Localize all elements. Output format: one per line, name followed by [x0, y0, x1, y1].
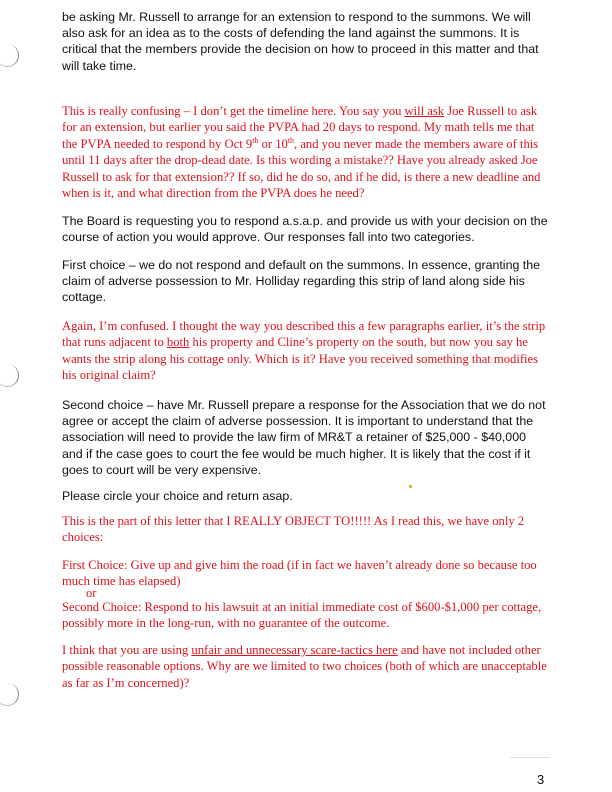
- annotation-objection: This is the part of this letter that I REALLY OBJECT TO!!!!! As I read this, we have only 2 choices:: [62, 514, 525, 545]
- punch-hole-mark: [0, 364, 19, 387]
- annotation-text: his property and Cline’s property on the south, but now you say he wants the strip along his cottage only. Which is it? Have you received something that modifies his original claim?: [62, 335, 539, 383]
- annotation-text: Joe Russell to ask for an extension, but earlier you said the PVPA had 20 days to respond. My math tells me that the PVPA needed to respond by Oct 9: [62, 104, 538, 151]
- annotation-text: I think that you are using: [62, 643, 192, 657]
- annotation-choice-one: First Choice: Give up and give him the road (if in fact we haven’t already done so because too much time has elapsed): [62, 558, 537, 589]
- underlined-phrase: both: [166, 335, 190, 350]
- annotation-text: or 10: [258, 136, 288, 151]
- footer-rule: [510, 757, 550, 758]
- letter-paragraph-first-choice: First choice – we do not respond and default on the summons. In essence, granting the claim of adverse possession to Mr. Holliday regarding this strip of land along side his cottage.: [62, 258, 541, 305]
- punch-hole-mark: [0, 44, 19, 67]
- annotation-text: This is really confusing – I don’t get the timeline here. You say you: [62, 104, 405, 118]
- annotation-text: and have not included other possible reasonable options. Why are we limited to two choices (both of which are unacceptable as far as I’m concerned)?: [62, 643, 547, 690]
- underlined-phrase: unfair and unnecessary scare-tactics here: [191, 643, 398, 657]
- annotation-strip-confusion: [62, 318, 552, 384]
- letter-paragraph-board-request: The Board is requesting you to respond a.s.a.p. and provide us with your decision on the course of action you would approve. Our responses fall into two categories.: [62, 214, 548, 245]
- superscript: th: [252, 135, 259, 145]
- underlined-phrase: will ask: [404, 104, 445, 118]
- annotation-or: or: [86, 586, 97, 600]
- annotation-text: Again, I’m confused. I thought the way you described this a few paragraphs earlier, it’s the strip that runs adjacent to: [62, 319, 546, 350]
- letter-paragraph-second-choice: Second choice – have Mr. Russell prepare a response for the Association that we do not agree or accept the claim of adverse possession. It is important to understand that the association will need to provide the law firm of MR&T a retainer of $25,000 - $40,000 and if the case goes to court the fee would be much higher. It is likely that the cost if it goes to court will be very expensive.: [62, 398, 546, 477]
- superscript: th: [287, 135, 295, 145]
- annotation-timeline: [62, 103, 552, 201]
- annotation-choice-two: Second Choice: Respond to his lawsuit at an initial immediate cost of $600-$1,000 per cottage, possibly more in the long-run, with no guarantee of the outcome.: [62, 600, 542, 631]
- punch-hole-mark: [0, 683, 19, 706]
- annotation-scare-tactics: [62, 642, 552, 691]
- annotation-text: , and you never made the members aware of this until 11 days after the drop-dead date. Is this wording a mistake?? Have you already asked Joe Russell to ask for that extension?? If so, did he do so, and if he did, is there a new deadline and when is it, and what direction from the PVPA does he need?: [62, 136, 541, 201]
- page-number: 3: [537, 772, 545, 787]
- letter-paragraph-extension: be asking Mr. Russell to arrange for an extension to respond to the summons. We will also ask for an idea as to the costs of defending the land against the summons. It is critical that the members provide the decision on how to proceed in this matter and that will take time.: [62, 10, 539, 73]
- letter-paragraph-instruction: Please circle your choice and return asap.: [62, 489, 293, 503]
